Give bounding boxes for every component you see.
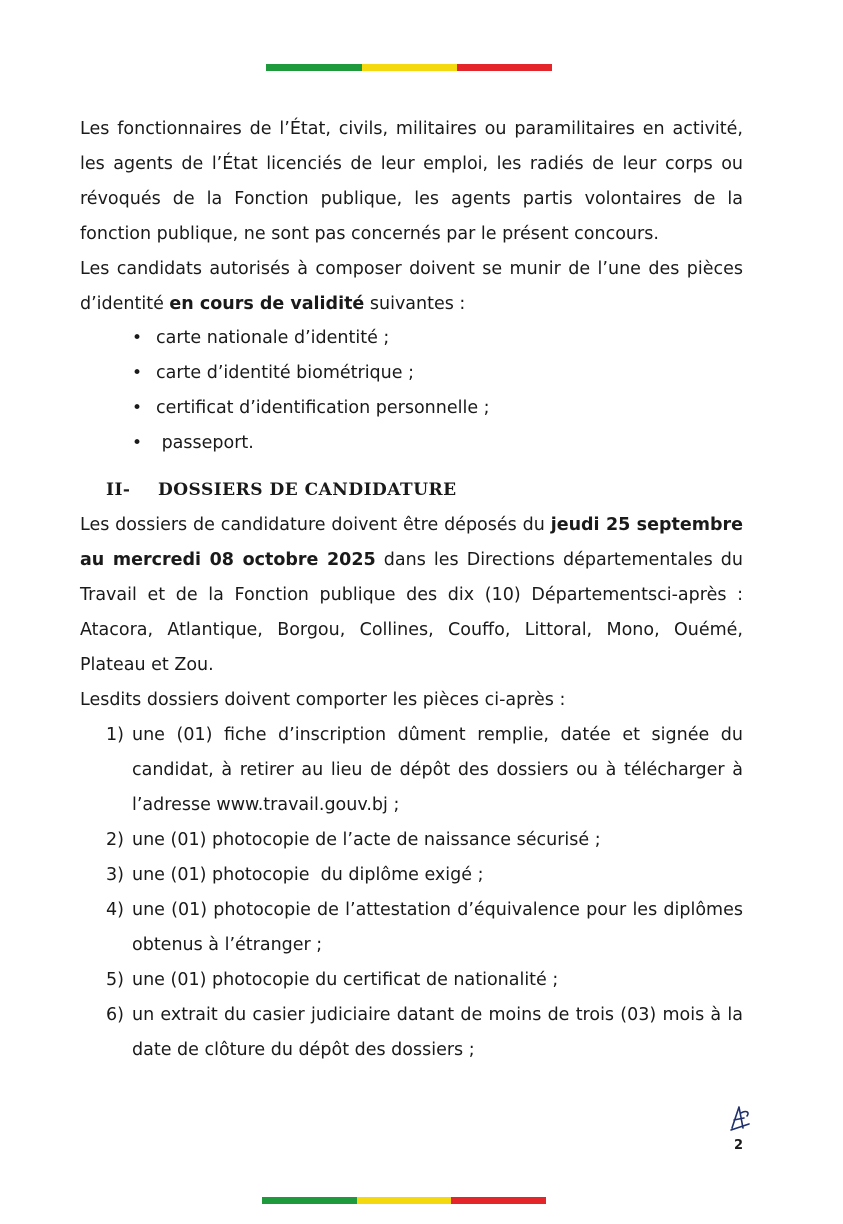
section-number: II- — [106, 480, 131, 500]
flag-stripe-bottom — [262, 1197, 546, 1204]
page-number: 2 — [734, 1138, 744, 1153]
item-number: 5) — [106, 970, 124, 990]
item-number: 4) — [106, 900, 124, 920]
paragraph-identity-end: suivantes : — [364, 293, 466, 314]
list-item — [106, 823, 743, 858]
item-number: 2) — [106, 830, 124, 850]
flag-yellow — [357, 1197, 452, 1204]
item-text: un extrait du casier judiciaire datant de moins de trois (03) mois à la date de clôture du dépôt des dossiers ; — [132, 1005, 743, 1060]
paragraph-identity — [80, 252, 743, 321]
paragraph-deadlines-end: dans les Directions départementales du Travail et de la Fonction publique des dix (10) Départementsci-après : Atacora, Atlantique, Borgou, Collines, Couffo, Littoral, Mono, Ouémé, Plateau et Zou. — [80, 550, 744, 675]
item-text: une (01) photocopie du certificat de nationalité ; — [132, 970, 559, 990]
list-item — [106, 893, 743, 963]
identity-documents-list — [80, 321, 743, 461]
paragraph-identity-bold: en cours de validité — [169, 293, 365, 314]
paragraph-required-docs: Lesdits dossiers doivent comporter les pièces ci-après : — [80, 690, 566, 710]
flag-stripe-top — [266, 64, 552, 71]
paragraph-identity-text: Les candidats autorisés à composer doivent se munir de l’une des pièces d’identité — [80, 259, 743, 314]
flag-green — [266, 64, 362, 71]
list-item — [106, 718, 743, 823]
item-number: 3) — [106, 865, 124, 885]
document-body — [80, 112, 743, 1068]
flag-yellow — [362, 64, 457, 71]
list-item — [106, 998, 743, 1068]
flag-green — [262, 1197, 357, 1204]
list-item — [106, 858, 743, 893]
item-number: 1) — [106, 725, 124, 745]
list-item: • certificat d’identification personnelle ; — [132, 391, 743, 426]
item-text: une (01) photocopie du diplôme exigé ; — [132, 865, 484, 885]
paragraph-deadlines-dates: jeudi 25 septembre au mercredi 08 octobre 2025 — [80, 515, 743, 570]
item-text: une (01) photocopie de l’attestation d’équivalence pour les diplômes obtenus à l’étranger ; — [132, 900, 743, 955]
paragraph-deadlines-text: Les dossiers de candidature doivent être déposés du — [80, 515, 551, 535]
list-item — [106, 963, 743, 998]
paragraph-eligibility: Les fonctionnaires de l’État, civils, militaires ou paramilitaires en activité, les agents de l’État licenciés de leur emploi, les radiés de leur corps ou révoqués de la Fonction publique, les agents partis volontaires de la fonction publique, ne sont pas concernés par le présent concours. — [80, 119, 743, 244]
list-item: • carte d’identité biométrique ; — [132, 356, 743, 391]
required-documents-list — [80, 718, 743, 1068]
list-item: • carte nationale d’identité ; — [132, 321, 743, 356]
signature-initials — [728, 1104, 752, 1132]
paragraph-deadlines — [80, 508, 743, 683]
item-number: 6) — [106, 1005, 124, 1025]
list-item: • passeport. — [132, 426, 743, 461]
item-text: une (01) fiche d’inscription dûment remplie, datée et signée du candidat, à retirer au lieu de dépôt des dossiers ou à télécharger à l’adresse www.travail.gouv.bj ; — [132, 725, 743, 815]
item-text: une (01) photocopie de l’acte de naissance sécurisé ; — [132, 830, 601, 850]
flag-red — [451, 1197, 546, 1204]
section-heading — [106, 473, 743, 508]
flag-red — [457, 64, 552, 71]
section-title: DOSSIERS DE CANDIDATURE — [158, 480, 457, 500]
